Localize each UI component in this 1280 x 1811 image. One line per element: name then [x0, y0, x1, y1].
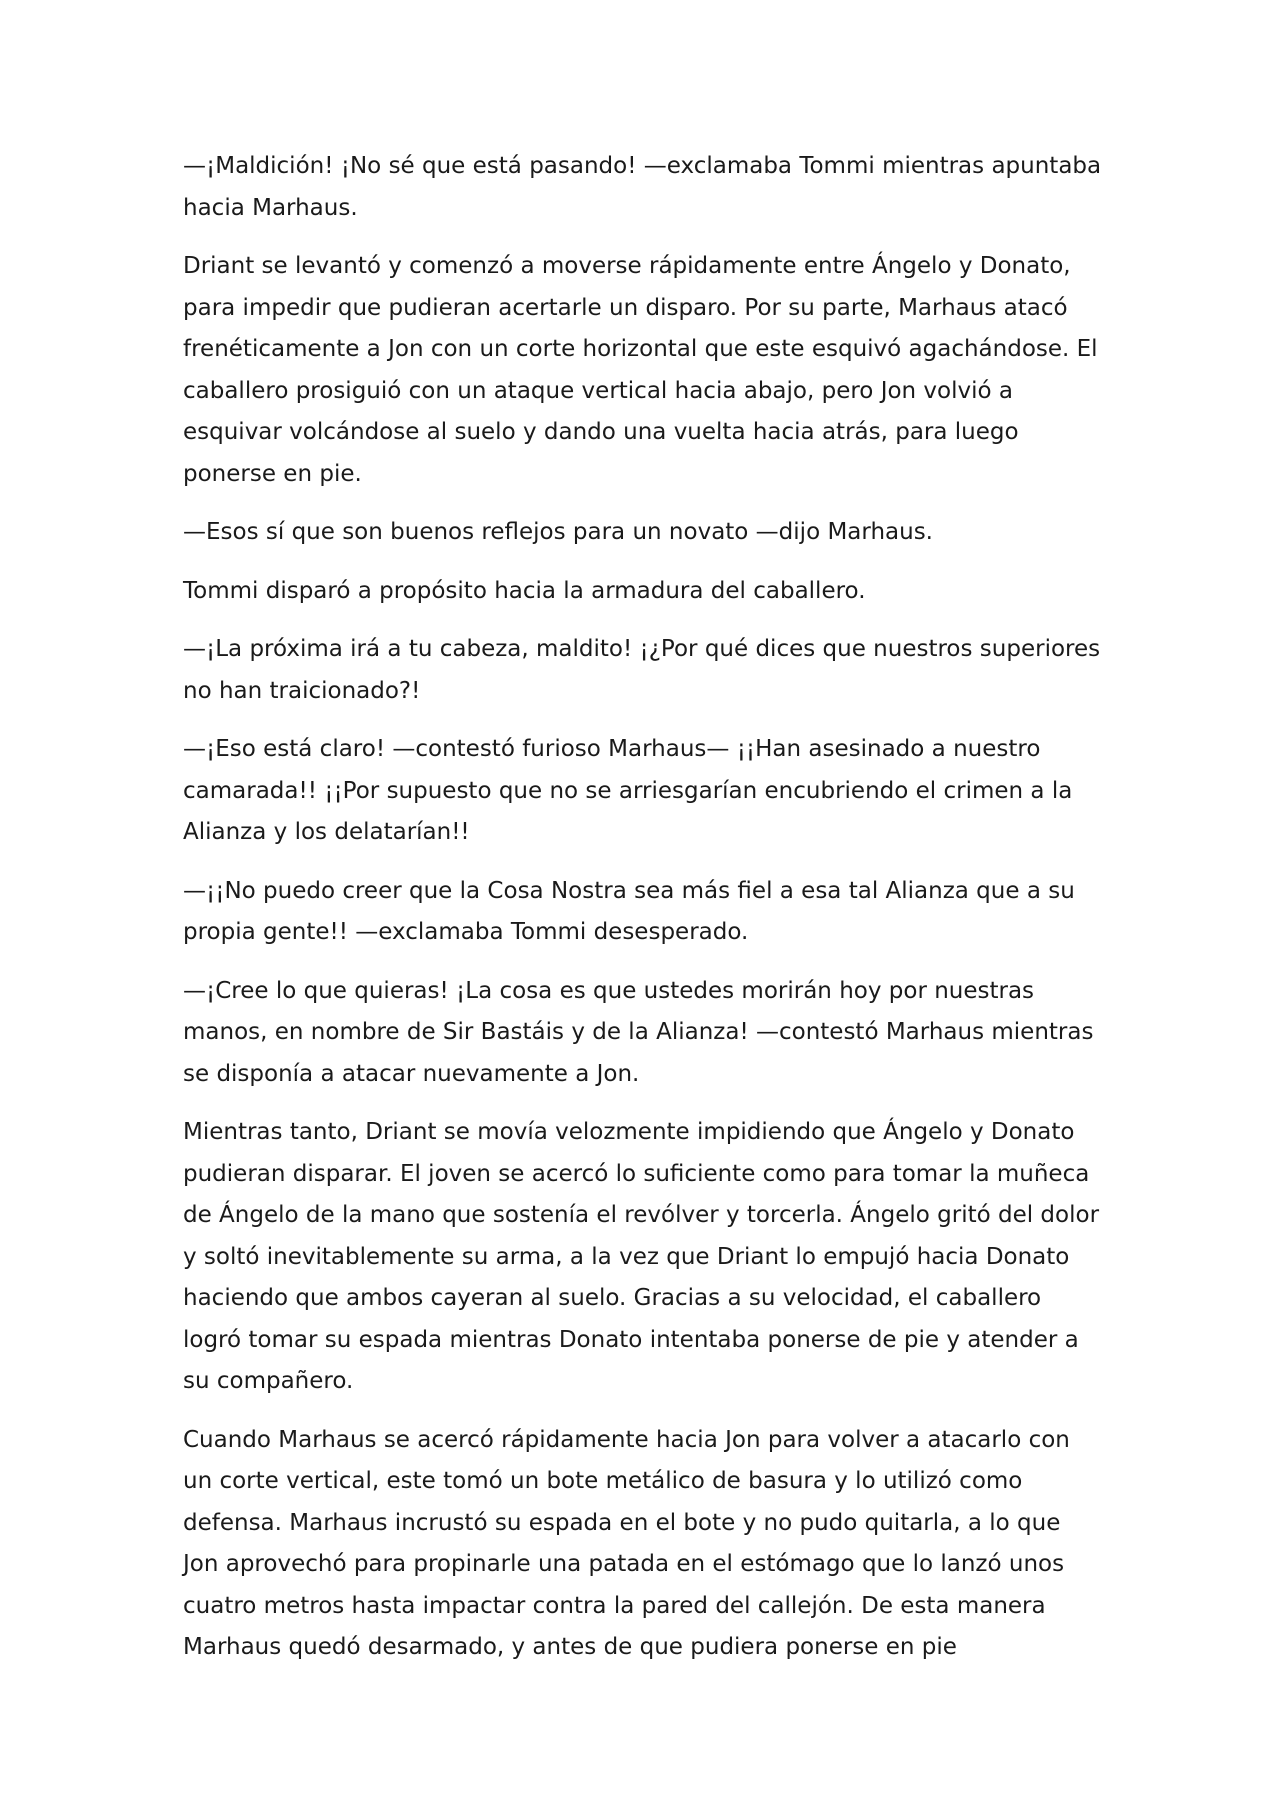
paragraph: —Esos sí que son buenos reflejos para un novato —dijo Marhaus. [183, 519, 933, 545]
paragraph: —¡Eso está claro! —contestó furioso Marhaus— ¡¡Han asesinado a nuestro camarada!! ¡¡Por supuesto que no se arriesgarían encubriendo el crimen a la Alianza y los delatarían!! [183, 736, 1073, 845]
paragraph: —¡Maldición! ¡No sé que está pasando! —exclamaba Tommi mientras apuntaba hacia Marhaus. [183, 153, 1102, 221]
paragraph: —¡Cree lo que quieras! ¡La cosa es que ustedes morirán hoy por nuestras manos, en nombre de Sir Bastáis y de la Alianza! —contestó Marhaus mientras se disponía a atacar nuevamente a Jon. [183, 977, 1094, 1087]
paragraph: —¡¡No puedo creer que la Cosa Nostra sea más fiel a esa tal Alianza que a su propia gente!! —exclamaba Tommi desesperado. [183, 877, 1075, 945]
paragraph: —¡La próxima irá a tu cabeza, maldito! ¡¿Por qué dices que nuestros superiores no han traicionado?! [183, 636, 1101, 704]
paragraph: Cuando Marhaus se acercó rápidamente hacia Jon para volver a atacarlo con un corte vertical, este tomó un bote metálico de basura y lo utilizó como defensa. Marhaus incrustó su espada en el bote y no pudo quitarla, a lo que Jon aprovechó para propinarle una patada en el estómago que lo lanzó unos cuatro metros hasta impactar contra la pared del callejón. De esta manera Marhaus quedó desarmado, y antes de que pudiera ponerse en pie [183, 1426, 1070, 1660]
paragraph: Driant se levantó y comenzó a moverse rápidamente entre Ángelo y Donato, para impedir que pudieran acertarle un disparo. Por su parte, Marhaus atacó frenéticamente a Jon con un corte horizontal que este esquivó agachándose. El caballero prosiguió con un ataque vertical hacia abajo, pero Jon volvió a esquivar volcándose al suelo y dando una vuelta hacia atrás, para luego ponerse en pie. [183, 253, 1098, 487]
paragraph: Mientras tanto, Driant se movía velozmente impidiendo que Ángelo y Donato pudieran disparar. El joven se acercó lo suficiente como para tomar la muñeca de Ángelo de la mano que sostenía el revólver y torcerla. Ángelo gritó del dolor y soltó inevitablemente su arma, a la vez que Driant lo empujó hacia Donato haciendo que ambos cayeran al suelo. Gracias a su velocidad, el caballero logró tomar su espada mientras Donato intentaba ponerse de pie y atender a su compañero. [183, 1119, 1100, 1394]
page-body-text [183, 146, 1103, 1686]
paragraph: Tommi disparó a propósito hacia la armadura del caballero. [183, 577, 866, 604]
